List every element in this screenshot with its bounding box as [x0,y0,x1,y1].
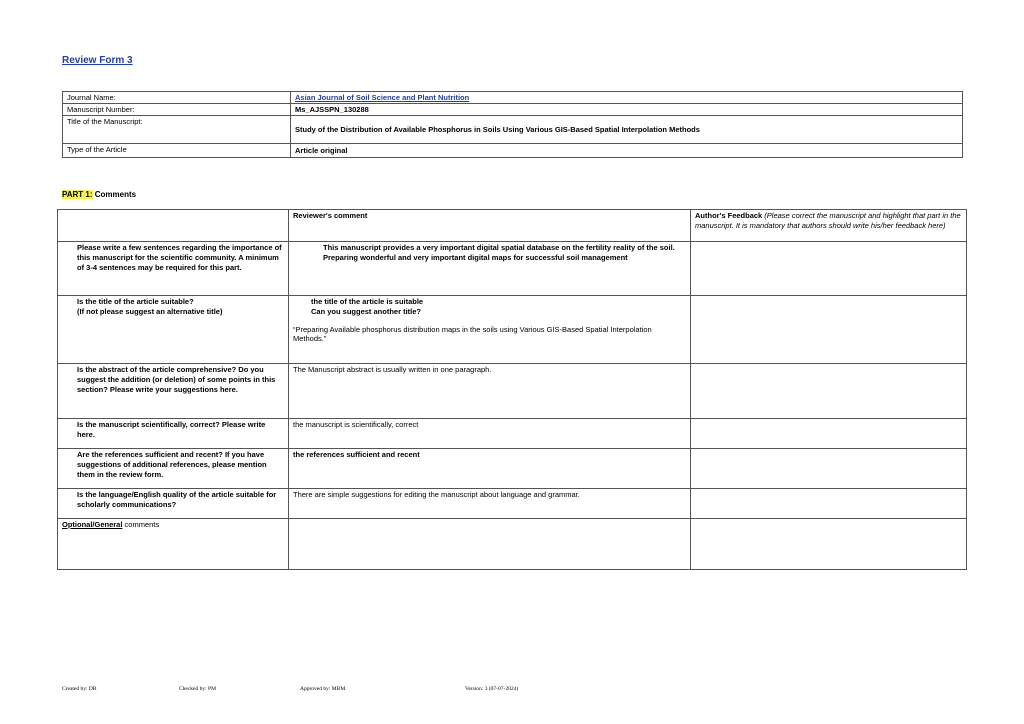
question-header [58,210,289,242]
form-title: Review Form 3 [62,55,133,66]
comment-language: There are simple suggestions for editing the manuscript about language and grammar. [289,489,691,519]
author-feedback-header [691,210,967,242]
title-label: Title of the Manuscript: [63,116,291,144]
optional-comments-cell[interactable] [289,519,691,570]
comments-table [57,209,967,570]
author-feedback-header-bold: Author's Feedback [695,211,763,220]
journal-row [63,92,963,104]
comment-title-line2: Can you suggest another title? [311,306,422,316]
question-language: Is the language/English quality of the article suitable for scholarly communications? [58,489,289,519]
author-feedback-cell[interactable] [691,419,967,449]
author-feedback-cell[interactable] [691,489,967,519]
question-scientific: Is the manuscript scientifically, correct? Please write here. [58,419,289,449]
author-feedback-cell[interactable] [691,519,967,570]
header-row [58,210,967,242]
comment-scientific: the manuscript is scientifically, correct [289,419,691,449]
article-type-row [63,144,963,158]
footer-version: Version: 3 (07-07-2024) [465,686,519,692]
table-row [58,489,967,519]
question-importance: Please write a few sentences regarding the importance of this manuscript for the scientific community. A minimum of 3-4 sentences may be required for this part. [58,242,289,296]
optional-comments-label-bold: Optional/General [62,520,123,529]
table-row [58,296,967,364]
manuscript-number-value: Ms_AJSSPN_130288 [291,104,963,116]
question-references: Are the references sufficient and recent? If you have suggestions of additional references, please mention them in the review form. [58,449,289,489]
table-row [58,419,967,449]
title-row [63,116,963,144]
comment-references: the references sufficient and recent [289,449,691,489]
journal-link[interactable]: Asian Journal of Soil Science and Plant Nutrition [295,93,470,102]
author-feedback-cell[interactable] [691,364,967,419]
part1-heading [62,190,136,199]
question-abstract: Is the abstract of the article comprehensive? Do you suggest the addition (or deletion) of some points in this section? Please write your suggestions here. [58,364,289,419]
manuscript-info-table [62,91,963,158]
comment-abstract: The Manuscript abstract is usually written in one paragraph. [289,364,691,419]
journal-label: Journal Name: [63,92,291,104]
comment-title [289,296,691,364]
manuscript-number-label: Manuscript Number: [63,104,291,116]
author-feedback-cell[interactable] [691,449,967,489]
part1-title: Comments [92,190,137,199]
title-value: Study of the Distribution of Available Phosphorus in Soils Using Various GIS-Based Spatial Interpolation Methods [291,116,963,144]
article-type-label: Type of the Article [63,144,291,158]
table-row [58,449,967,489]
comment-importance: This manuscript provides a very important digital spatial database on the fertility reality of the soil. Preparing wonderful and very important digital maps for successful soil management [289,242,691,296]
table-row [58,242,967,296]
article-type-value: Article original [291,144,963,158]
footer-checked: Checked by: PM [179,686,216,692]
author-feedback-cell[interactable] [691,296,967,364]
reviewer-comment-header: Reviewer's comment [289,210,691,242]
comment-title-line1: the title of the article is suitable [311,297,424,306]
author-feedback-header-note: (Please correct the manuscript and highlight that part in the manuscript. It is mandatory that authors should write his/her feedback here) [695,211,961,230]
optional-comments-label-rest: comments [122,520,160,529]
author-feedback-cell[interactable] [691,242,967,296]
table-row [58,519,967,570]
part1-label: PART 1: [62,190,93,199]
footer-created: Created by: DR [62,686,97,692]
question-title: Is the title of the article suitable? (If not please suggest an alternative title) [58,296,289,364]
table-row [58,364,967,419]
optional-comments-label [58,519,289,570]
comment-title-suggestion: “Preparing Available phosphorus distribution maps in the soils using Various GIS-Based Spatial Interpolation Methods.” [293,324,652,344]
manuscript-number-row [63,104,963,116]
footer-approved: Approved by: MBM [300,686,346,692]
